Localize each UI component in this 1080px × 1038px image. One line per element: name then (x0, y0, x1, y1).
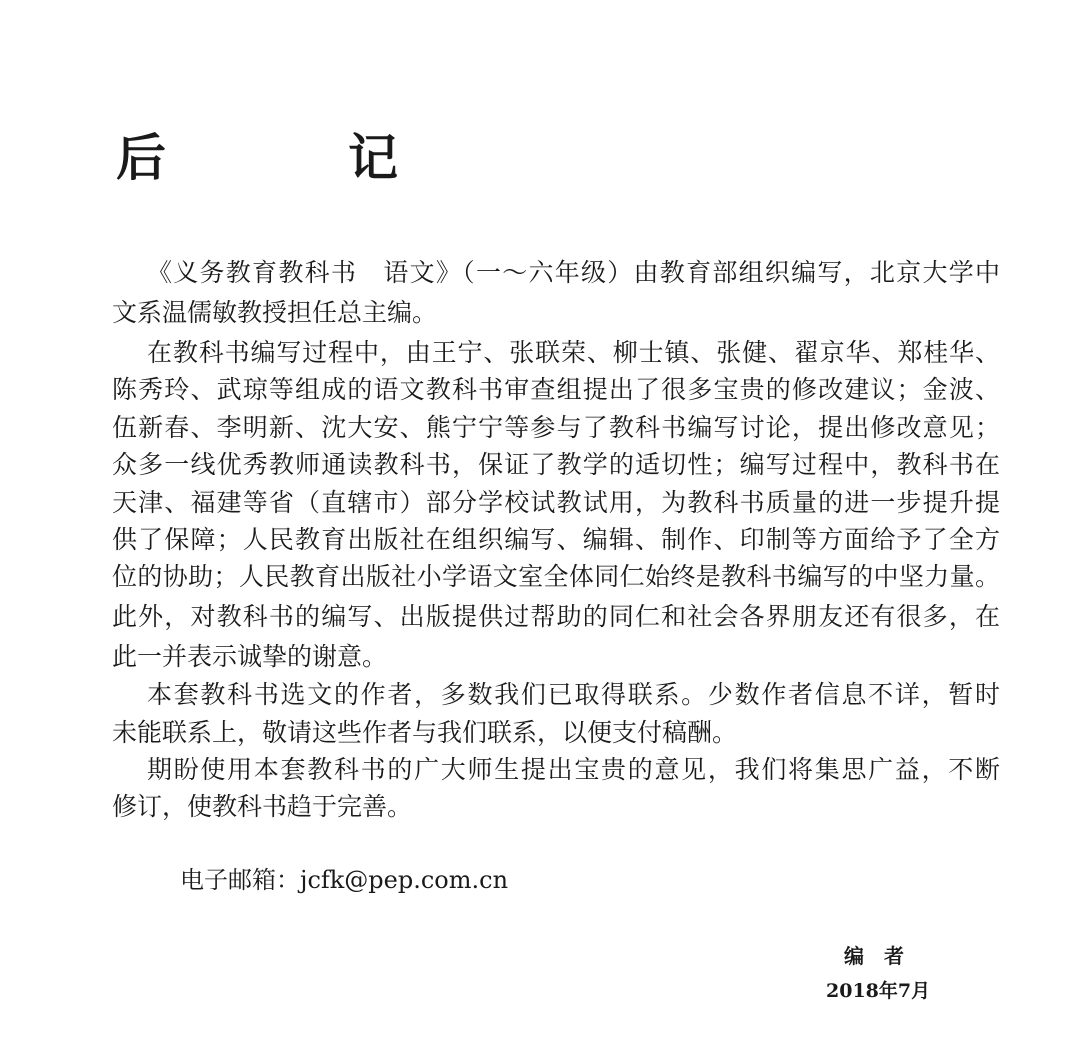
paragraph-line: 未能联系上，敬请这些作者与我们联系，以便支付稿酬。 (112, 718, 738, 747)
paragraph-line: 本套教科书选文的作者，多数我们已取得联系。少数作者信息不详，暂时 (147, 680, 1000, 709)
paragraph-line: 陈秀玲、武琼等组成的语文教科书审查组提出了很多宝贵的修改建议；金波、 (112, 375, 1000, 404)
paragraph-line: 众多一线优秀教师通读教科书，保证了教学的适切性；编写过程中，教科书在 (112, 450, 1000, 479)
paragraph-line: 文系温儒敏教授担任总主编。 (112, 298, 438, 327)
paragraph-line: 在教科书编写过程中，由王宁、张联荣、柳士镇、张健、翟京华、郑桂华、 (147, 338, 1000, 367)
paragraph-line: 《义务教育教科书 语文》（一～六年级）由教育部组织编写，北京大学中 (147, 258, 1000, 287)
paragraph-line: 此一并表示诚挚的谢意。 (112, 642, 388, 671)
paragraph-line: 天津、福建等省（直辖市）部分学校试教试用，为教科书质量的进一步提升提 (112, 488, 1000, 517)
paragraph-line: 供了保障；人民教育出版社在组织编写、编辑、制作、印制等方面给予了全方 (112, 525, 1000, 554)
paragraph-line: 此外，对教科书的编写、出版提供过帮助的同仁和社会各界朋友还有很多，在 (112, 602, 1000, 631)
page-title: 后 记 (116, 128, 464, 187)
contact-email: 电子邮箱：jcfk@pep.com.cn (180, 866, 509, 894)
date: 2018年7月 (826, 980, 931, 1002)
paragraph-line: 位的协助；人民教育出版社小学语文室全体同仁始终是教科书编写的中坚力量。 (112, 562, 1000, 591)
signature: 编者 (844, 944, 924, 968)
paragraph-line: 伍新春、李明新、沈大安、熊宁宁等参与了教科书编写讨论，提出修改意见； (112, 413, 1000, 442)
paragraph-line: 修订，使教科书趋于完善。 (112, 792, 413, 821)
paragraph-line: 期盼使用本套教科书的广大师生提出宝贵的意见，我们将集思广益，不断 (147, 755, 1000, 784)
